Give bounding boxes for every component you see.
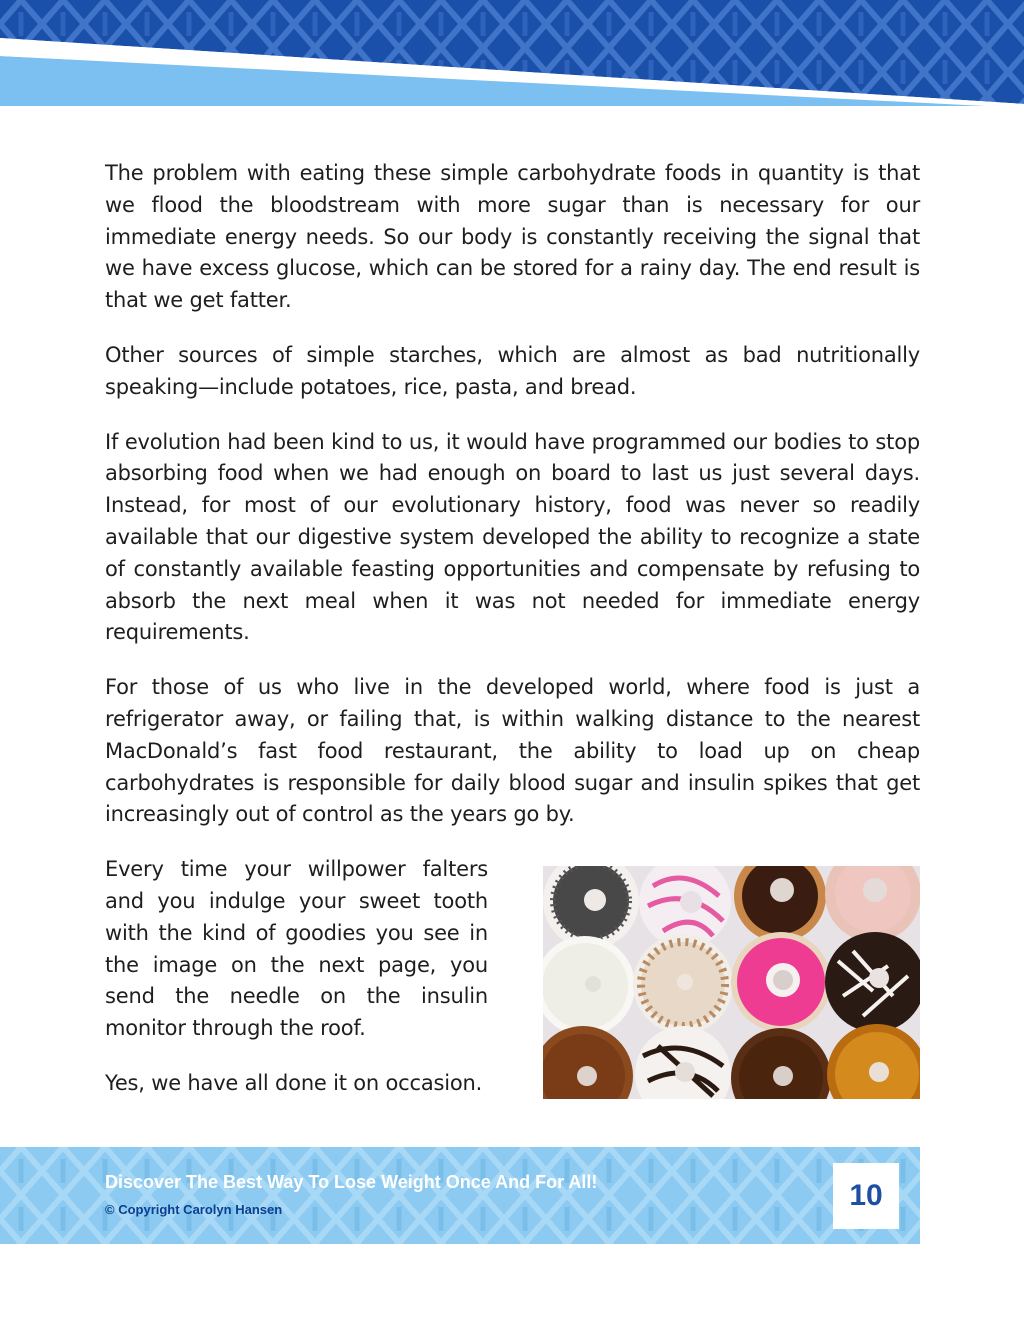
paragraph-1: The problem with eating these simple carbohydrate foods in quantity is that we flood the bloodstream with more sugar than is necessary for our immediate energy needs. So our body is constantly receiving the signal that we have excess glucose, which can be stored for a rainy day. The end result is that we get fatter. [105,161,920,313]
donut-crumble [633,934,733,1034]
footer-copyright: © Copyright Carolyn Hansen [105,1202,283,1217]
donuts-image [543,866,920,1099]
donut-pink-glazed-2 [731,932,831,1032]
page-number: 10 [833,1163,899,1229]
paragraph-6: Yes, we have all done it on occasion. [105,1070,483,1095]
footer-band [0,1147,920,1244]
paragraph-3: If evolution had been kind to us, it would have programmed our bodies to stop absorbing food when we had enough on board to last us just several days. Instead, for most of our evolutionary history, food was never so readily available that our digestive system developed the ability to recognize a state of constantly available feasting opportunities and compensate by refusing to absorb the next meal when it was not needed for immediate energy requirements. [105,429,920,645]
article-body [105,158,920,1104]
footer-title: Discover The Best Way To Lose Weight Once And For All! [105,1172,598,1192]
header-banner [0,0,1024,110]
paragraph-4: For those of us who live in the developed world, where food is just a refrigerator away, or failing that, is within walking distance to the nearest MacDonald’s fast food restaurant, the ability to load up on cheap carbohydrates is responsible for daily blood sugar and insulin spikes that get increasingly out of control as the years go by. [105,675,920,827]
paragraph-5: Every time your willpower falters and you indulge your sweet tooth with the kind of goodies you see in the image on the next page, you send the needle on the insulin monitor through the roof. [105,857,488,1041]
side-text [105,854,488,1123]
paragraph-2: Other sources of simple starches, which are almost as bad nutritionally speaking—include potatoes, rice, pasta, and bread. [105,342,920,399]
